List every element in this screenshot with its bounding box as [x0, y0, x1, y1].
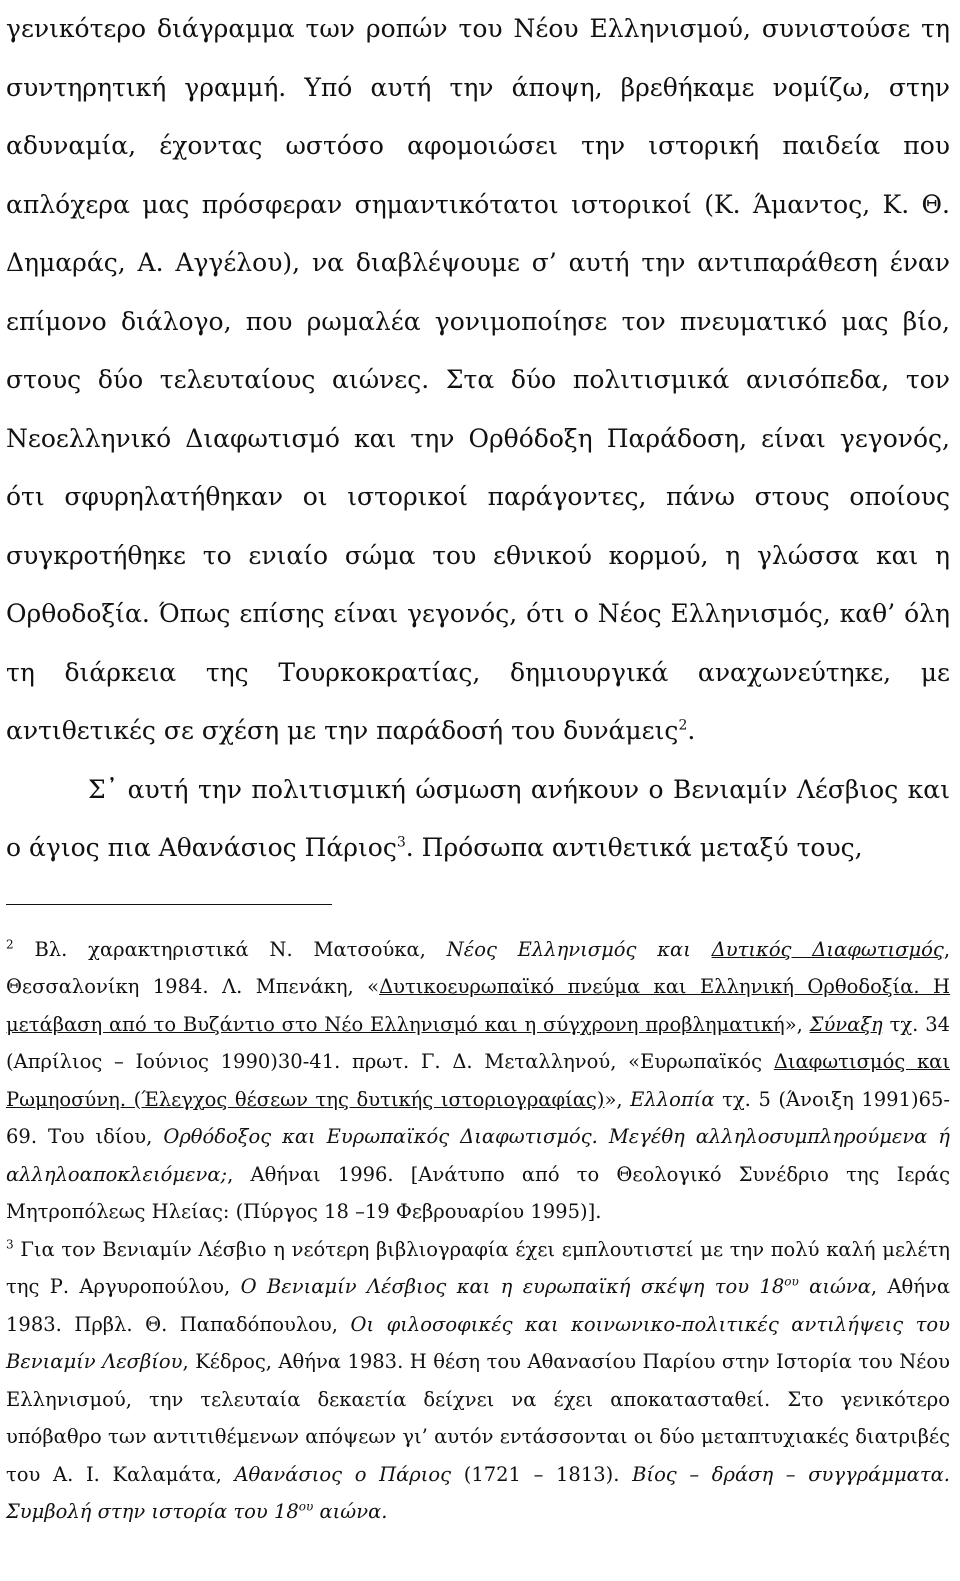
footnotes [6, 931, 950, 1531]
footnote-2-mark: 2 [6, 937, 14, 951]
footnote-2-text: Βλ. χαρακτηριστικά Ν. Ματσούκα, [13, 937, 447, 961]
footnote-2-underlined: Διαφωτισμός και Ρωμηοσύνη. (Έλεγχος θέσεων της δυτικής ιστοριογραφίας) [6, 1050, 950, 1111]
footnote-2-journal: Σύναξη [809, 1012, 883, 1036]
footnote-2-text: τχ. 34 (Απρίλιος – Ιούνιος 1990)30-41. πρωτ. Γ. Δ. Μεταλληνού, «Ευρωπαϊκός [6, 1012, 951, 1073]
footnote-3-italic-title: αιώνα. [313, 1500, 388, 1523]
paragraph-2 [6, 761, 950, 878]
footnote-2-italic: Νέος Ελληνισμός και [446, 937, 712, 961]
footnote-3-superscript: ου [298, 1499, 314, 1514]
footnote-2-text: », [784, 1012, 810, 1036]
footnote-2-italic-title: Ορθόδοξος και Ευρωπαϊκός Διαφωτισμός. Μεγέθη αλληλοσυμπληρούμενα ή αλληλοαποκλειόμενα; [6, 1125, 950, 1186]
footnote-3-italic-title: Ο Βενιαμίν Λέσβιος και η ευρωπαϊκή σκέψη του 18 [240, 1275, 785, 1298]
paragraph-1-text: γενικότερο διάγραμμα των ροπών του Νέου Ελληνισμού, συνιστούσε τη συντηρητική γραμμή. Υπό αυτή την άποψη, βρεθήκαμε νομίζω, στην αδυναμία, έχοντας ωστόσο αφομοιώσει την ιστορική παιδεία που απλόχερα μας πρόσφεραν σημαντικότατοι ιστορικοί (Κ. Άμαντος, Κ. Θ. Δημαράς, Α. Αγγέλου), να διαβλέψουμε σ’ αυτή την αντιπαράθεση έναν επίμονο διάλογο, που ρωμαλέα γονιμοποίησε τον πνευματικό μας βίο, στους δύο τελευταίους αιώνες. Στα δύο πολιτισμικά ανισόπεδα, τον Νεοελληνικό Διαφωτισμό και την Ορθόδοξη Παράδοση, είναι γεγονός, ότι σφυρηλατήθηκαν οι ιστορικοί παράγοντες, πάνω στους οποίους συγκροτήθηκε το ενιαίο σώμα του εθνικού κορμού, η γλώσσα και η Ορθοδοξία. Όπως επίσης είναι γεγονός, ότι ο Νέος Ελληνισμός, καθ’ όλη τη διάρκεια της Τουρκοκρατίας, δημιουργικά αναχωνεύτηκε, με αντιθετικές σε σχέση με την παράδοσή του δυνάμεις [6, 14, 950, 745]
footnote-3-italic-title: Βίος – δράση – συγγράμματα. Συμβολή στην ιστορία του 18 [6, 1462, 950, 1523]
footnote-3-italic-title: Αθανάσιος ο Πάριος [234, 1462, 452, 1486]
footnote-3-italic-title: Οι φιλοσοφικές και κοινωνικο-πολιτικές αντιλήψεις του Βενιαμίν Λεσβίου [6, 1312, 951, 1373]
footnote-3-text: Για τον Βενιαμίν Λέσβιο η νεότερη βιβλιογραφία έχει εμπλουτιστεί με την πολύ καλή μελέτη της Ρ. Αργυροπούλου, [6, 1237, 950, 1298]
paragraph-2-text: Σ᾽ αυτή την πολιτισμική ώσμωση ανήκουν ο Βενιαμίν Λέσβιος και ο άγιος πια Αθανάσιος Πάριος [6, 774, 950, 862]
footnote-3-text: , Κέδρος, Αθήνα 1983. Η θέση του Αθανασίου Παρίου στην Ιστορία του Νέου Ελληνισμού, την τελευταία δεκαετία δείχνει να έχει αποκατασταθεί. Στο γενικότερο υπόβαθρο των αντιτιθέμενων απόψεων γι’ αυτόν εντάσσονται οι δύο μεταπτυχιακές διατριβές του Α. Ι. Καλαμάτα, [6, 1350, 950, 1486]
footnote-separator [6, 904, 332, 905]
footnote-3-italic-title: αιώνα [798, 1275, 871, 1298]
footnote-3-mark: 3 [6, 1237, 14, 1251]
footnote-ref-2[interactable]: 2 [678, 717, 688, 734]
footnote-3-text: , Αθήνα 1983. Πρβλ. Θ. Παπαδόπουλου, [6, 1275, 950, 1336]
footnote-3-text: (1721 – 1813). [451, 1462, 633, 1486]
footnote-ref-3[interactable]: 3 [396, 834, 406, 851]
paragraph-1 [6, 0, 950, 761]
footnote-2-underlined: Δυτικοευρωπαϊκό πνεύμα και Ελληνική Ορθοδοξία. Η μετάβαση από το Βυζάντιο στο Νέο Ελληνισμό και η σύγχρονη προβληματική [6, 975, 951, 1036]
main-text [6, 0, 950, 878]
footnote-2-text: , Αθήναι 1996. [Ανάτυπο από το Θεολογικό Συνέδριο της Ιεράς Μητροπόλεως Ηλείας: (Πύργος 18 –19 Φεβρουαρίου 1995)]. [6, 1162, 950, 1223]
footnote-2 [6, 931, 950, 1231]
paragraph-2-text-b: . Πρόσωπα αντιθετικά μεταξύ τους, [405, 833, 863, 862]
footnote-2-underlined-title: Δυτικός Διαφωτισμός [711, 937, 944, 961]
footnote-2-text: », [604, 1087, 631, 1111]
footnote-3 [6, 1231, 950, 1531]
paragraph-1-end: . [687, 716, 696, 745]
footnote-3-superscript: ου [784, 1274, 799, 1289]
footnote-2-journal: Ελλοπία [630, 1087, 715, 1111]
footnote-2-text: , Θεσσαλονίκη 1984. Λ. Μπενάκη, « [6, 937, 951, 998]
document-page [6, 0, 950, 1531]
footnote-2-text: τχ. 5 (Άνοιξη 1991)65-69. Του ιδίου, [6, 1087, 950, 1148]
